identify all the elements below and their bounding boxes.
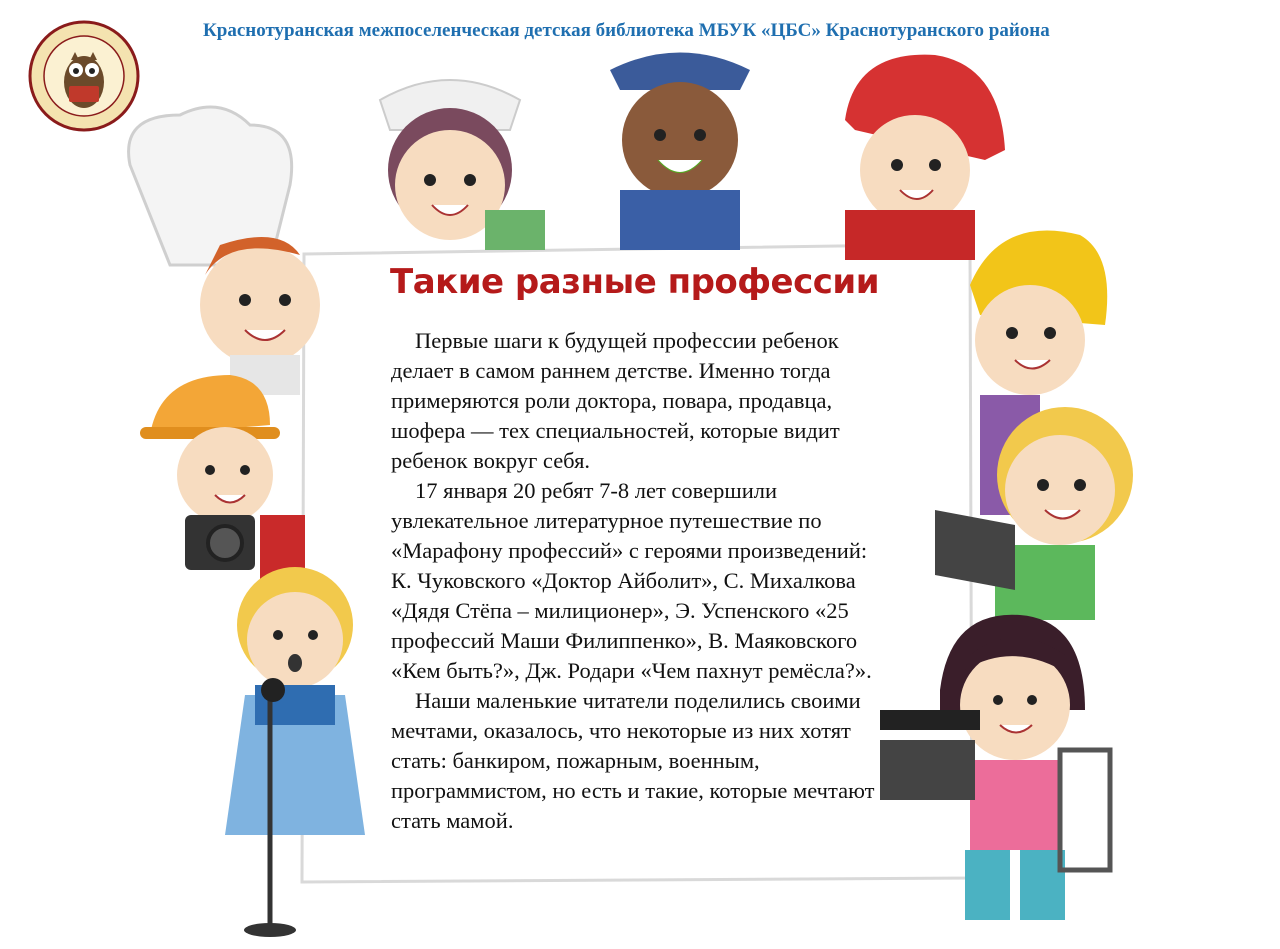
director-kid-illustration — [880, 610, 1120, 945]
article-paragraph: Первые шаги к будущей профессии ребенок делает в самом раннем детстве. Именно тогда примеряются роли доктора, повара, продавца, шофера — тех специальностей, которые видит ребенок вокруг себя. — [391, 328, 840, 473]
article-body — [391, 326, 891, 836]
library-header: Краснотуранская межпоселенческая детская библиотека МБУК «ЦБС» Краснотуранского района — [203, 20, 1050, 41]
nurse-kid-illustration — [340, 60, 555, 255]
singer-kid-illustration — [215, 555, 375, 940]
article-paragraph: 17 января 20 ребят 7-8 лет совершили увлекательное литературное путешествие по «Марафону профессий» с героями произведений: К. Чуковского «Доктор Айболит», С. Михалкова «Дядя Стёпа – милиционер», Э. Успенского «25 профессий Маши Филиппенко», В. Маяковского «Кем быть?», Дж. Родари «Чем пахнут ремёсла?». — [391, 478, 872, 683]
article-title: Такие разные профессии — [390, 262, 880, 302]
article-paragraph: Наши маленькие читатели поделились своими мечтами, оказалось, что некоторые из них хотят стать: банкиром, пожарным, военным, программистом, но есть и такие, которые мечтают стать мамой. — [391, 688, 875, 833]
chef-kid-illustration — [110, 95, 330, 395]
programmer-kid-illustration — [935, 405, 1135, 620]
police-kid-illustration — [570, 40, 790, 250]
